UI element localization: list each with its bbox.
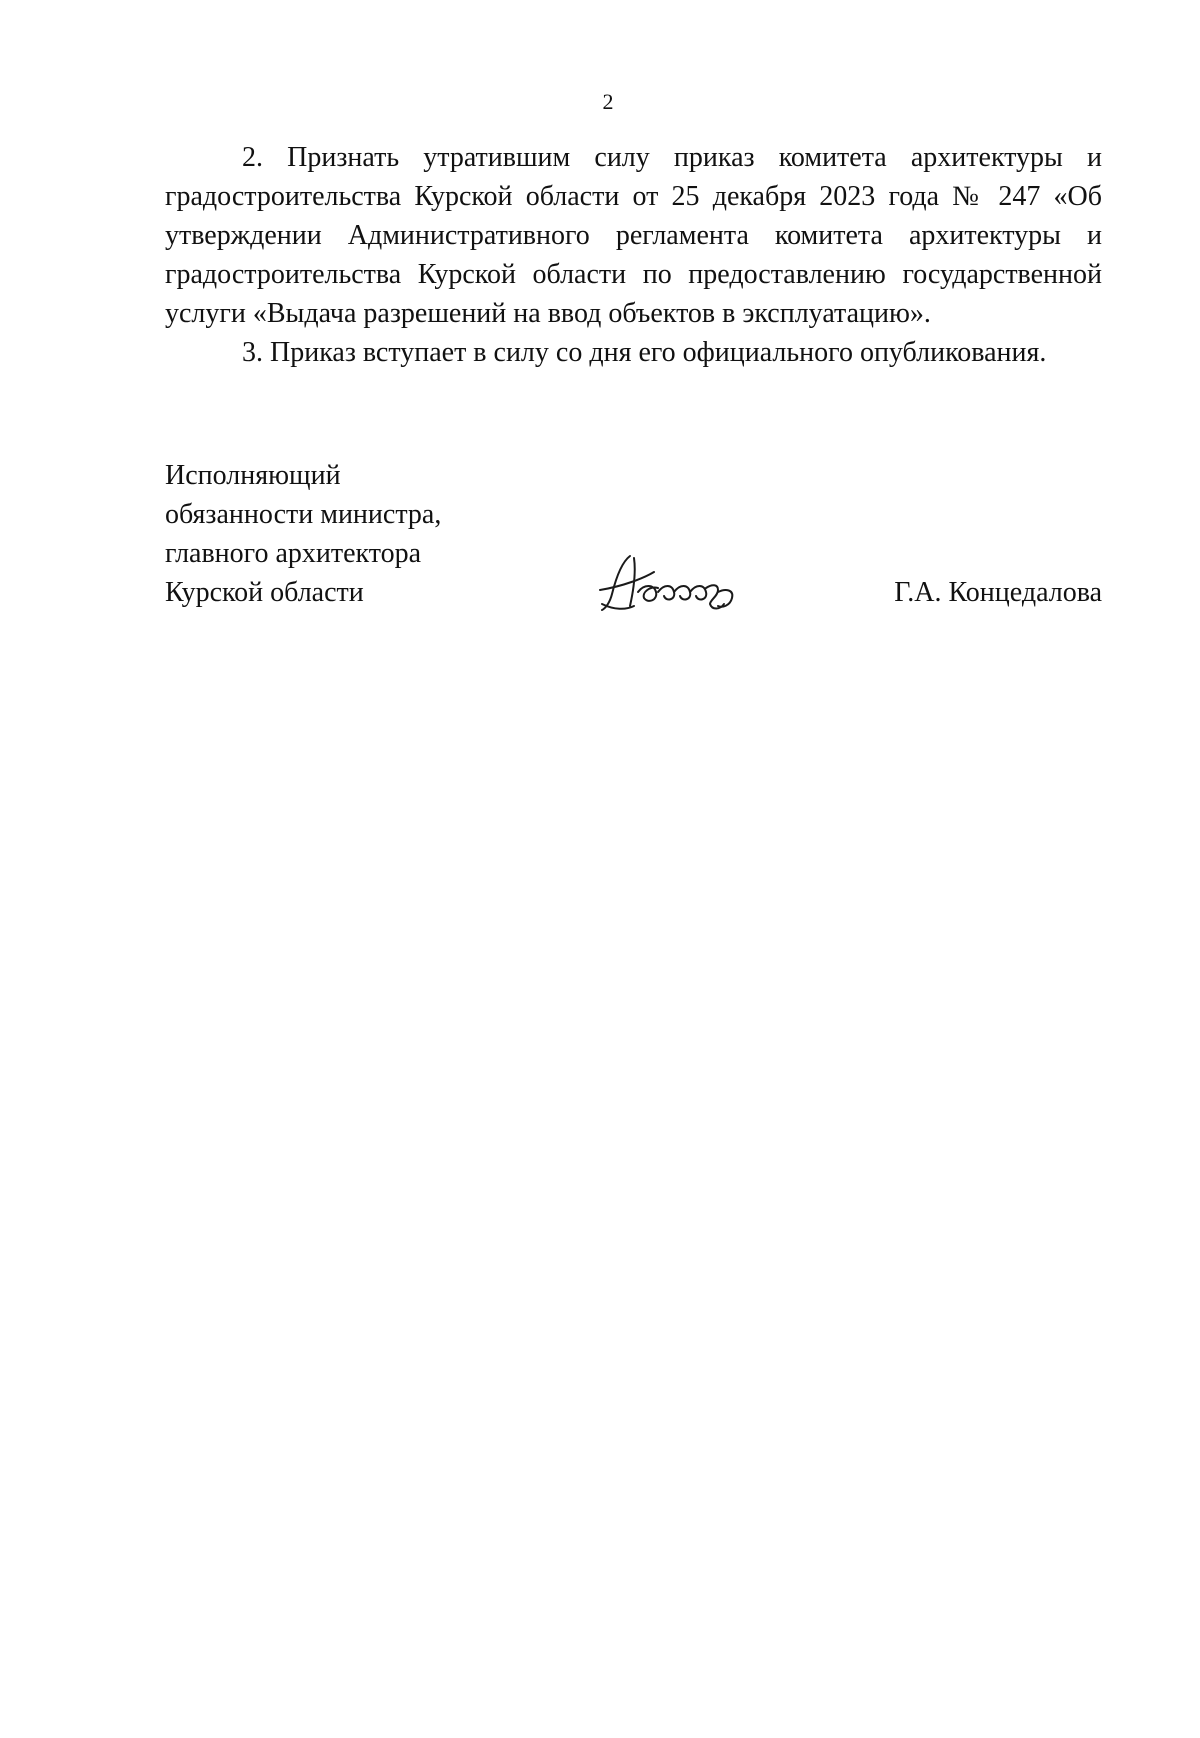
signatory-position [165, 456, 441, 612]
position-line-4: Курской области [165, 577, 364, 608]
position-line-3: главного архитектора [165, 538, 422, 569]
page-number: 2 [602, 89, 614, 114]
signer-name: Г.А. Концедалова [894, 577, 1102, 608]
paragraph-2: 2. Признать утратившим силу приказ комитета архитектуры и градостроительства Курской области от 25 декабря 2023 года № 247 «Об утверждении Административного регламента комитета архитектуры и градостроительства Курской области по предоставлению государственной услуги «Выдача разрешений на ввод объектов в эксплуатацию». [165, 142, 1102, 329]
document-body [165, 138, 1102, 372]
position-line-2: обязанности министра, [165, 499, 442, 530]
paragraph-3: 3. Приказ вступает в силу со дня его официального опубликования. [242, 337, 1047, 368]
position-line-1: Исполняющий [165, 460, 341, 491]
handwritten-signature [594, 548, 754, 620]
